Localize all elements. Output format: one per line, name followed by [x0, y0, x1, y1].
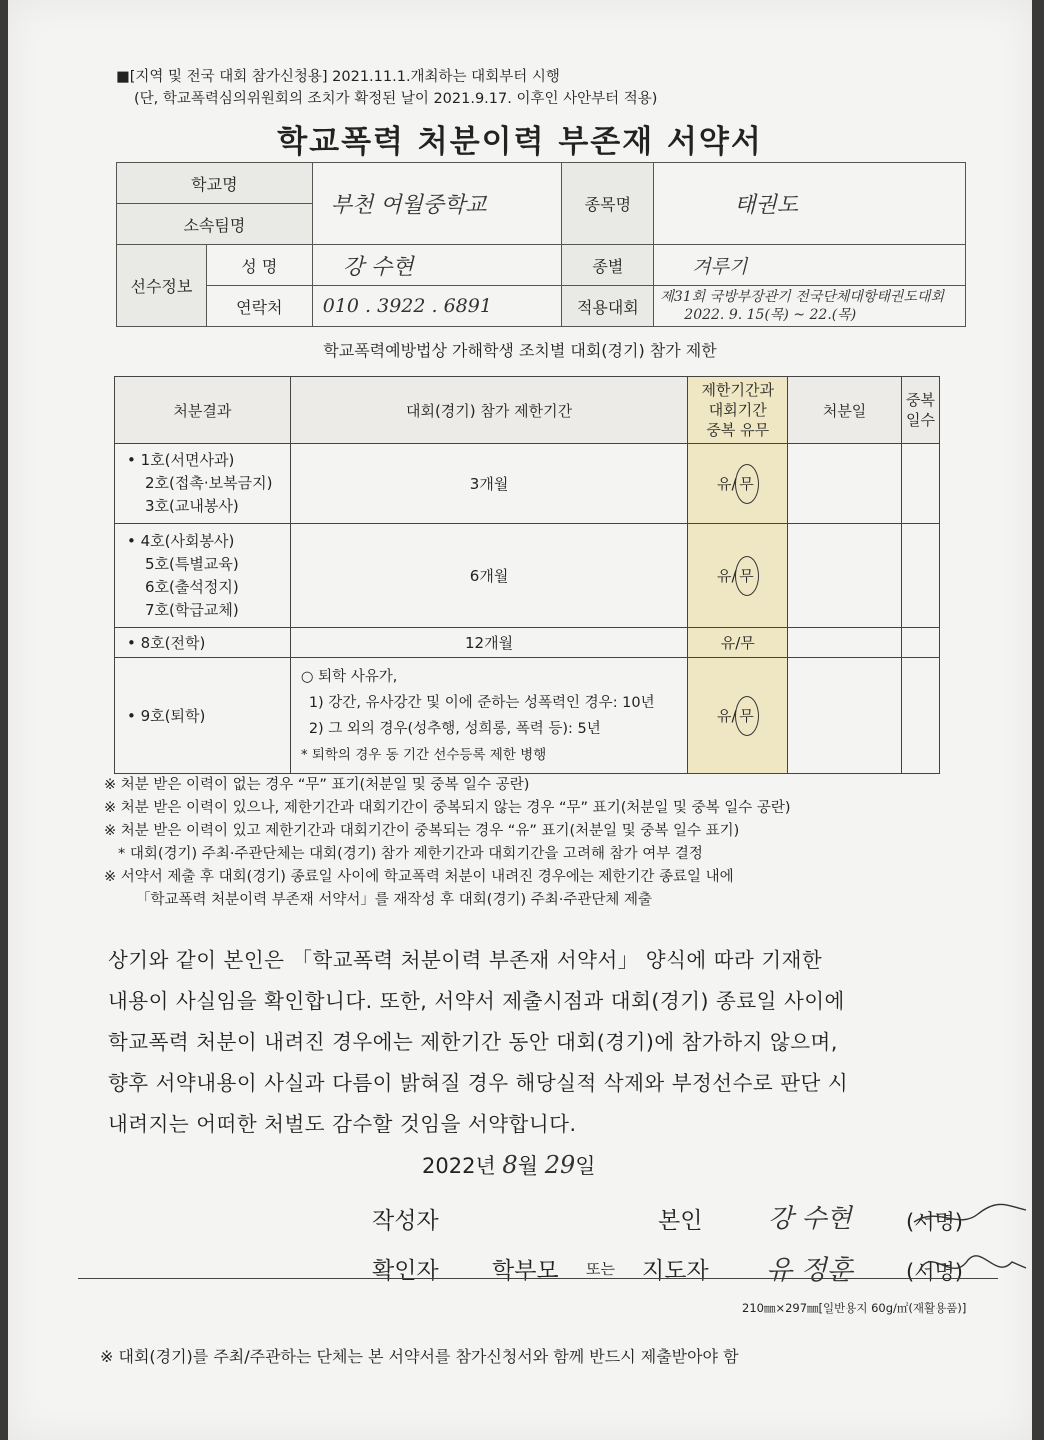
slash-mark: /	[731, 474, 737, 493]
row-2-l1: • 4호(사회봉사)	[127, 531, 235, 550]
no-mark-circled: 무	[735, 556, 759, 596]
contact-value: 010 . 3922 . 6891	[312, 286, 562, 327]
expel-l4: * 퇴학의 경우 동 기간 선수등록 제한 병행	[300, 746, 547, 763]
signing-date	[422, 1150, 596, 1180]
row-1-result	[115, 444, 291, 524]
self-name: 강 수현	[768, 1204, 852, 1234]
slash-mark: /	[731, 706, 737, 725]
competition-name: 제31회 국방부장관기 전국단체대항태권도대회	[660, 289, 944, 305]
pledge-line-1: 상기와 같이 본인은 「학교폭력 처분이력 부존재 서약서」 양식에 따라 기재한	[108, 948, 823, 972]
yes-mark: 유	[716, 474, 732, 493]
expel-l2: 1) 강간, 유사강간 및 이에 준하는 성폭력인 경우: 10년	[308, 694, 655, 711]
event-value: 태권도	[654, 163, 966, 245]
row-1-l2: 2호(접촉·보복금지)	[145, 474, 273, 492]
pledge-line-5: 내려지는 어떠한 처벌도 감수할 것임을 서약합니다.	[108, 1112, 577, 1136]
yes-mark: 유	[716, 706, 732, 725]
header-period: 대회(경기) 참가 제한기간	[290, 377, 687, 444]
row-1-period: 3개월	[290, 444, 687, 524]
header-days-l1: 중복	[906, 391, 935, 409]
header-date: 처분일	[788, 377, 902, 444]
rule-5: ※ 서약서 제출 후 대회(경기) 종료일 사이에 학교폭력 처분이 내려진 경우에는 제한기간 종료일 내에	[104, 869, 734, 885]
row-4-days	[902, 658, 940, 774]
row-3-result: • 8호(전학)	[115, 628, 291, 658]
row-1-days	[902, 444, 940, 524]
rule-2: ※ 처분 받은 이력이 있으나, 제한기간과 대회기간이 중복되지 않는 경우 “무” 표기(처분일 및 중복 일수 공란)	[104, 800, 791, 816]
row-1-l3: 3호(교내봉사)	[145, 497, 239, 515]
date-month: 8	[502, 1151, 518, 1179]
header-overlap-l2: 대회기간	[708, 401, 767, 419]
row-4-date	[788, 658, 902, 774]
row-1-date	[788, 444, 902, 524]
rule-6: 「학교폭력 처분이력 부존재 서약서」를 재작성 후 대회(경기) 주최·주관단체 제출	[136, 892, 653, 908]
no-mark: 무	[740, 634, 755, 652]
competition-label: 적용대회	[562, 286, 654, 327]
name-value: 강 수현	[312, 245, 562, 286]
header-overlap	[688, 377, 788, 444]
row-1-overlap	[688, 444, 788, 524]
date-day-label: 일	[575, 1154, 596, 1178]
row-3-date	[788, 628, 902, 658]
or-label: 또는	[586, 1260, 615, 1278]
athlete-info-label: 선수정보	[117, 245, 207, 327]
header-note-1: ■[지역 및 전국 대회 참가신청용] 2021.11.1.개최하는 대회부터 시행	[116, 69, 560, 85]
pledge-paragraph	[108, 940, 988, 1145]
parent-label: 학부모	[492, 1258, 559, 1284]
slash-mark: /	[731, 566, 737, 585]
header-note-2: (단, 학교폭력심의위원회의 조치가 확정된 날이 2021.9.17. 이후인 사안부터 적용)	[134, 91, 658, 107]
athlete-info-table	[116, 162, 966, 327]
row-2-period: 6개월	[290, 524, 687, 628]
document-page	[8, 0, 1032, 1440]
row-2-overlap	[688, 524, 788, 628]
category-label: 종별	[562, 245, 654, 286]
row-3-period: 12개월	[290, 628, 687, 658]
row-2-date	[788, 524, 902, 628]
header-result: 처분결과	[115, 377, 291, 444]
writer-label: 작성자	[372, 1208, 439, 1234]
row-3-overlap	[688, 628, 788, 658]
table-heading: 학교폭력예방법상 가해학생 조치별 대회(경기) 참가 제한	[323, 341, 717, 360]
no-mark-circled: 무	[735, 464, 759, 504]
row-4-period	[290, 658, 687, 774]
rules-notes	[104, 774, 1004, 912]
coach-name: 유 정훈	[766, 1255, 853, 1286]
expel-l1: ○ 퇴학 사유가,	[300, 668, 398, 685]
competition-dates: 2022. 9. 15(목) ~ 22.(목)	[684, 307, 857, 323]
row-4-overlap	[688, 658, 788, 774]
document-title: 학교폭력 처분이력 부존재 서약서	[277, 124, 763, 160]
footer-note: ※ 대회(경기)를 주최/주관하는 단체는 본 서약서를 참가신청서와 함께 반드시 제출받아야 함	[100, 1347, 739, 1366]
coach-label: 지도자	[642, 1258, 709, 1284]
row-2-result	[115, 524, 291, 628]
team-label: 소속팀명	[117, 204, 313, 245]
coach-sign: (서명)	[906, 1260, 963, 1284]
confirm-label: 확인자	[372, 1258, 439, 1284]
school-label: 학교명	[117, 163, 313, 204]
row-2-days	[902, 524, 940, 628]
row-2-l4: 7호(학급교체)	[145, 600, 239, 619]
rule-1: ※ 처분 받은 이력이 없는 경우 “무” 표기(처분일 및 중복 일수 공란)	[104, 777, 530, 793]
pledge-line-3: 학교폭력 처분이 내려진 경우에는 제한기간 동안 대회(경기)에 참가하지 않으며,	[108, 1030, 838, 1054]
row-2-l3: 6호(출석정지)	[145, 577, 239, 596]
row-3-days	[902, 628, 940, 658]
row-2-l2: 5호(특별교육)	[145, 554, 239, 573]
slash-mark: /	[735, 634, 741, 652]
school-value: 부천 여월중학교	[312, 163, 562, 245]
self-sign: (서명)	[906, 1210, 963, 1234]
header-days-l2: 일수	[906, 411, 935, 429]
pledge-line-4: 향후 서약내용이 사실과 다름이 밝혀질 경우 해당실적 삭제와 부정선수로 판단 시	[108, 1071, 849, 1095]
no-mark-circled: 무	[735, 696, 759, 736]
header-overlap-l3: 중복 유무	[706, 421, 770, 439]
rule-3: ※ 처분 받은 이력이 있고 제한기간과 대회기간이 중복되는 경우 “유” 표기(처분일 및 중복 일수 표기)	[104, 823, 740, 839]
competition-value	[654, 286, 966, 327]
yes-mark: 유	[716, 566, 732, 585]
divider-line	[78, 1278, 998, 1279]
signature-scribble-2	[912, 1240, 1030, 1290]
row-4-result: • 9호(퇴학)	[115, 658, 291, 774]
date-year: 2022년	[422, 1154, 496, 1178]
header-days	[902, 377, 940, 444]
yes-mark: 유	[720, 634, 736, 652]
row-1-l1: • 1호(서면사과)	[127, 451, 235, 469]
event-label: 종목명	[562, 163, 654, 245]
date-day: 29	[544, 1151, 576, 1179]
self-label: 본인	[658, 1208, 703, 1234]
rule-4: * 대회(경기) 주최·주관단체는 대회(경기) 참가 제한기간과 대회기간을 고려해 참가 여부 결정	[118, 846, 703, 862]
paper-spec: 210㎜×297㎜[일반용지 60g/㎡(재활용품)]	[742, 1301, 967, 1315]
header-overlap-l1: 제한기간과	[701, 381, 774, 399]
name-label: 성 명	[206, 245, 312, 286]
category-value: 겨루기	[654, 245, 966, 286]
pledge-line-2: 내용이 사실임을 확인합니다. 또한, 서약서 제출시점과 대회(경기) 종료일 사이에	[108, 989, 845, 1013]
signature-scribble-1	[908, 1196, 1030, 1236]
expel-l3: 2) 그 외의 경우(성추행, 성희롱, 폭력 등): 5년	[308, 720, 601, 737]
date-month-label: 월	[517, 1154, 538, 1178]
restriction-table	[114, 376, 940, 774]
contact-label: 연락처	[206, 286, 312, 327]
